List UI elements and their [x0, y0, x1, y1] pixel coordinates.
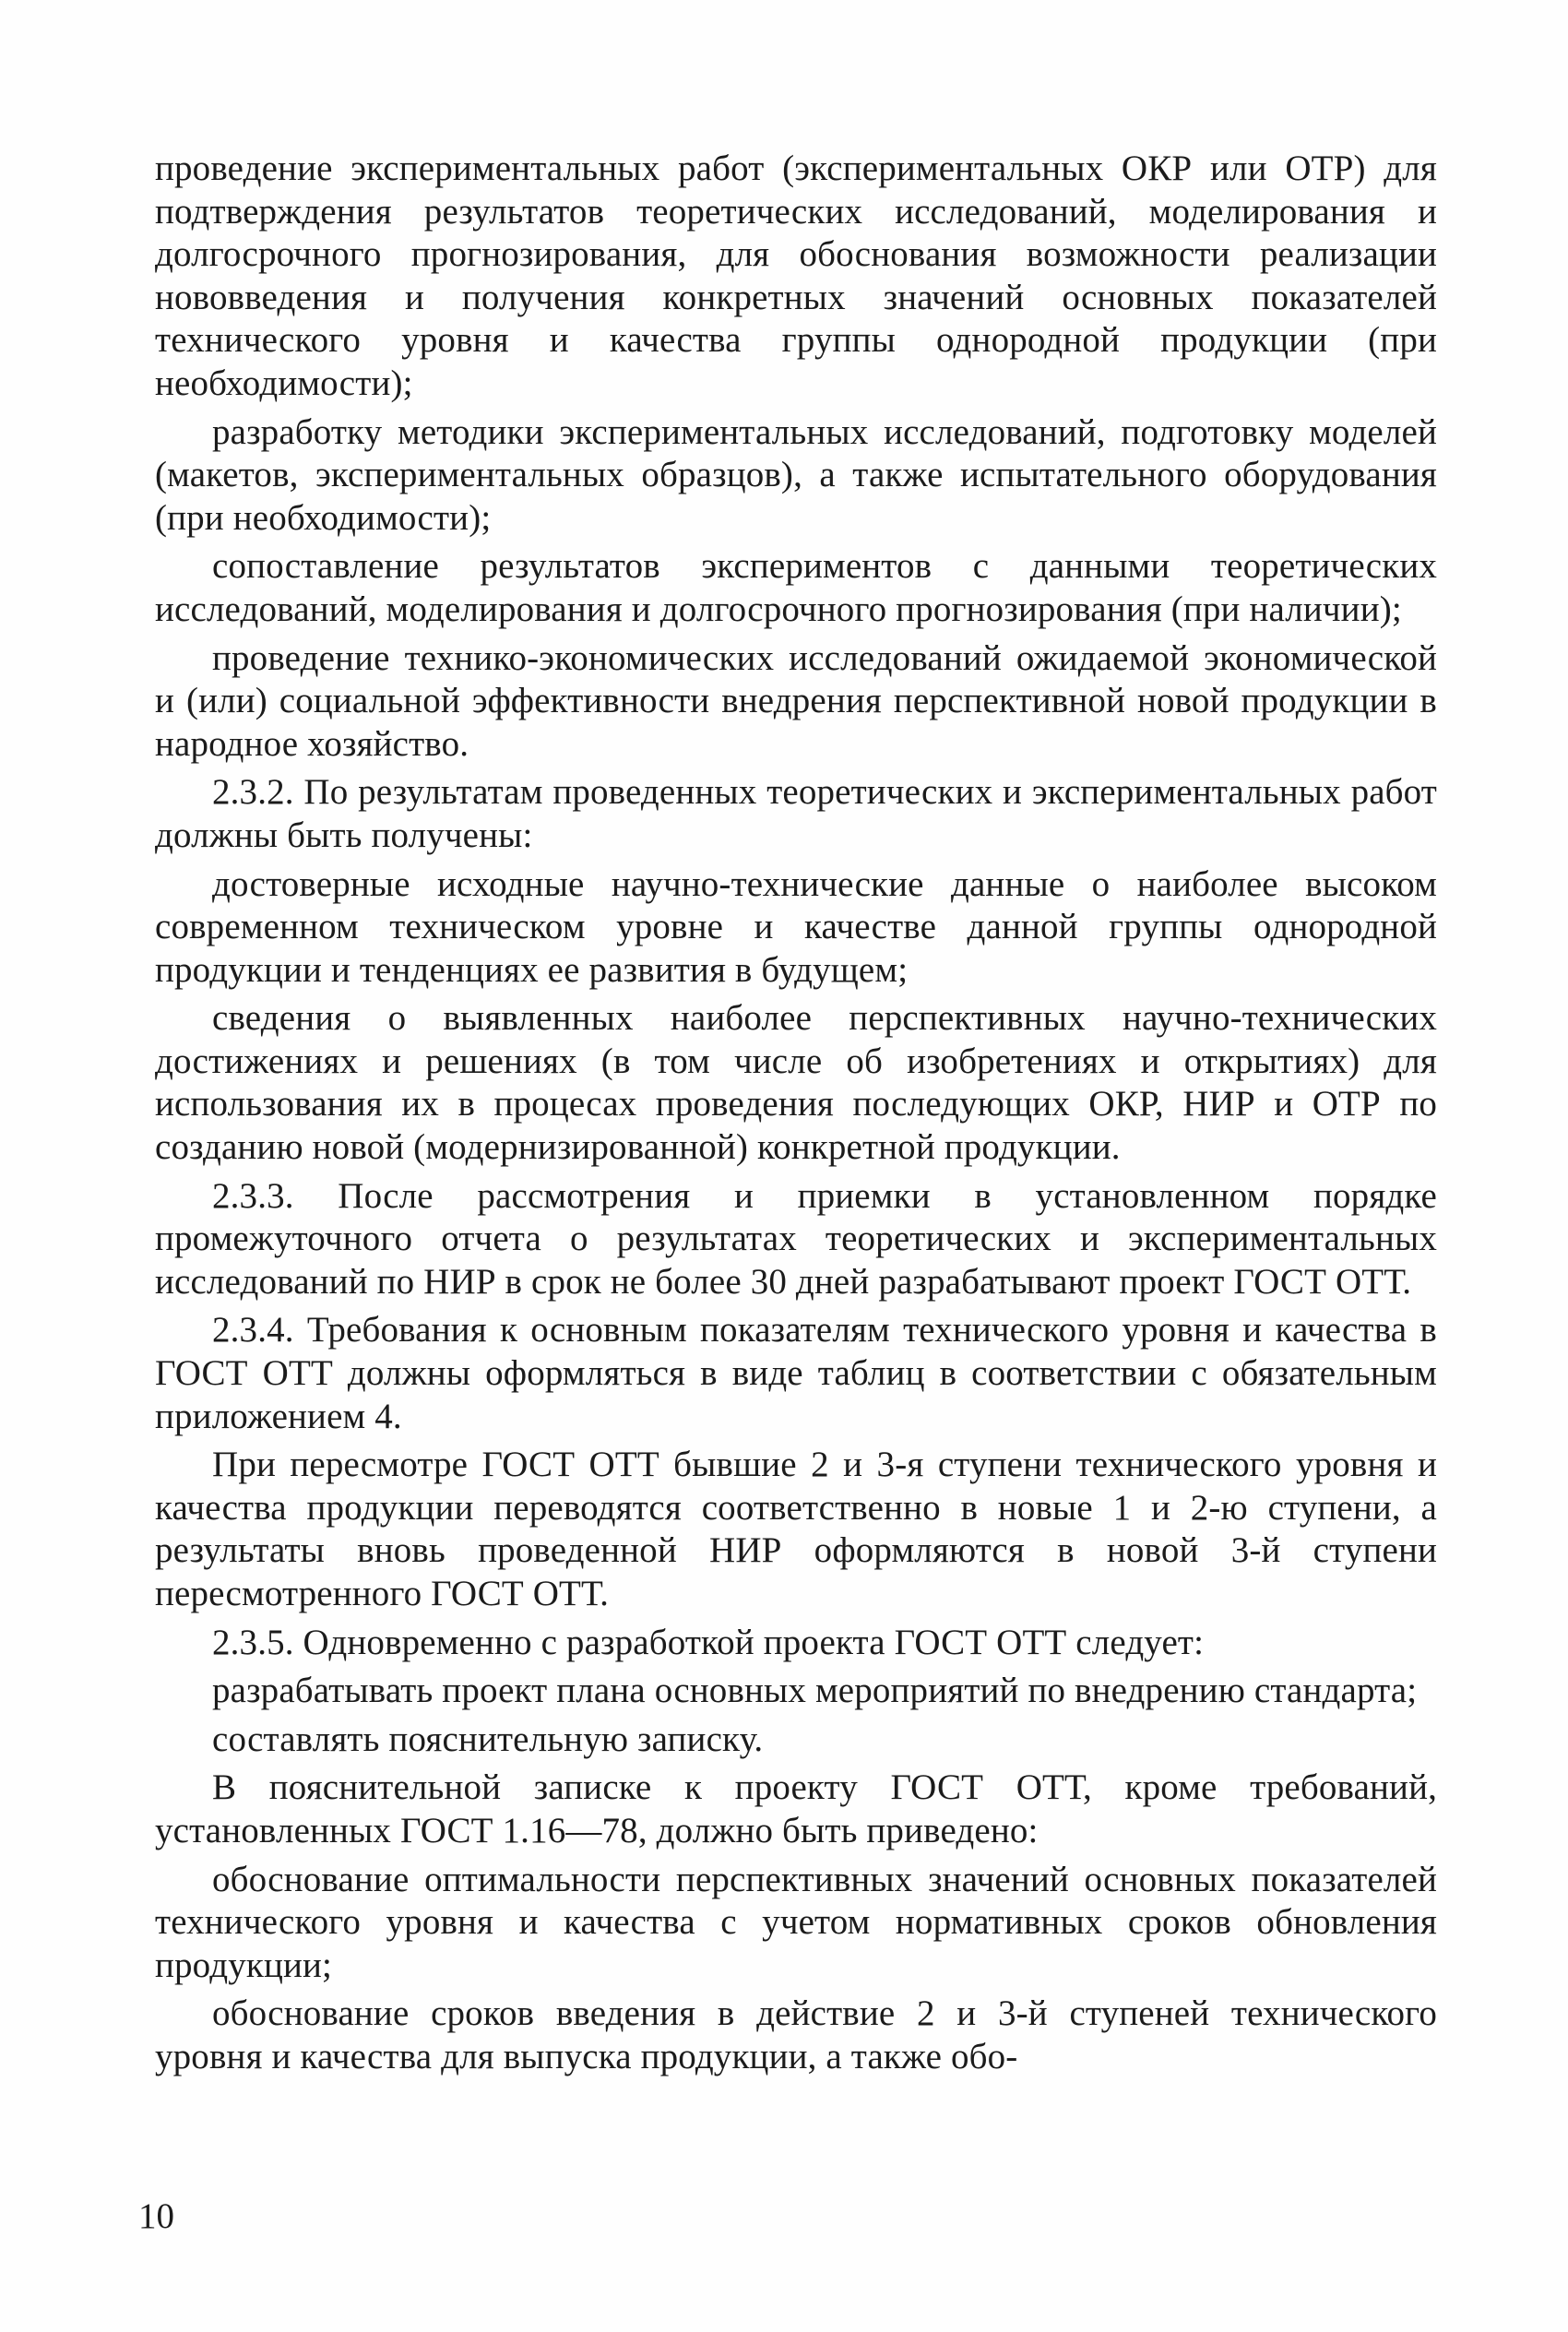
paragraph-achievements: сведения о выявленных наиболее перспективных научно-технических достижениях и решениях (в том числе об изобретениях и открытиях) для использования их в процесах проведения последующих ОКР, НИР и ОТР по созданию новой (модернизированной) конкретной продукции.: [155, 998, 1437, 1168]
paragraph-revision: При пересмотре ГОСТ ОТТ бывшие 2 и 3-я ступени технического уровня и качества продукции переводятся соответственно в новые 1 и 2-ю ступени, а результаты вновь проведенной НИР оформляются в новой 3-й ступени пересмотренного ГОСТ ОТТ.: [155, 1445, 1437, 1613]
paragraph-economic-studies: проведение технико-экономических исследований ожидаемой экономической и (или) социальной эффективности внедрения перспективной новой продукции в народное хозяйство.: [155, 637, 1437, 764]
document-body: [155, 148, 1437, 2079]
clause-2-3-4: 2.3.4. Требования к основным показателям технического уровня и качества в ГОСТ ОТТ должны оформляться в виде таблиц в соответствии с обязательным приложением 4.: [155, 1310, 1437, 1436]
paragraph-methodology: разработку методики экспериментальных исследований, подготовку моделей (макетов, экспериментальных образцов), а также испытательного оборудования (при необходимости);: [155, 411, 1437, 538]
page-number: 10: [138, 2196, 174, 2236]
paragraph-implementation-plan: разрабатывать проект плана основных мероприятий по внедрению стандарта;: [212, 1671, 1418, 1711]
paragraph-comparison: сопоставление результатов экспериментов с данными теоретических исследований, моделирования и долгосрочного прогнозирования (при наличии);: [155, 546, 1437, 629]
paragraph-optimality: обоснование оптимальности перспективных значений основных показателей технического уровня и качества с учетом нормативных сроков обновления продукции;: [155, 1859, 1437, 1985]
clause-2-3-3: 2.3.3. После рассмотрения и приемки в установленном порядке промежуточного отчета о результатах теоретических и экспериментальных исследований по НИР в срок не более 30 дней разрабатывают проект ГОСТ ОТТ.: [155, 1175, 1437, 1302]
paragraph-note-requirements: В пояснительной записке к проекту ГОСТ ОТТ, кроме требований, установленных ГОСТ 1.16—78, должно быть приведено:: [155, 1767, 1437, 1850]
clause-2-3-2: 2.3.2. По результатам проведенных теоретических и экспериментальных работ должны быть получены:: [155, 772, 1437, 855]
paragraph-terms-justification: обоснование сроков введения в действие 2 и 3-й ступеней технического уровня и качества для выпуска продукции, а также обо-: [155, 1993, 1437, 2076]
paragraph-reliable-data: достоверные исходные научно-технические данные о наиболее высоком современном техническом уровне и качестве данной группы однородной продукции и тенденциях ее развития в будущем;: [155, 863, 1437, 990]
clause-2-3-5: 2.3.5. Одновременно с разработкой проекта ГОСТ ОТТ следует:: [212, 1622, 1205, 1662]
paragraph-experimental-works: проведение экспериментальных работ (экспериментальных ОКР или ОТР) для подтверждения результатов теоретических исследований, моделирования и долгосрочного прогнозирования, для обоснования возможности реализации нововведения и получения конкретных значений основных показателей технического уровня и качества группы однородной продукции (при необходимости);: [155, 149, 1437, 403]
paragraph-explanatory-note: составлять пояснительную записку.: [212, 1719, 764, 1759]
